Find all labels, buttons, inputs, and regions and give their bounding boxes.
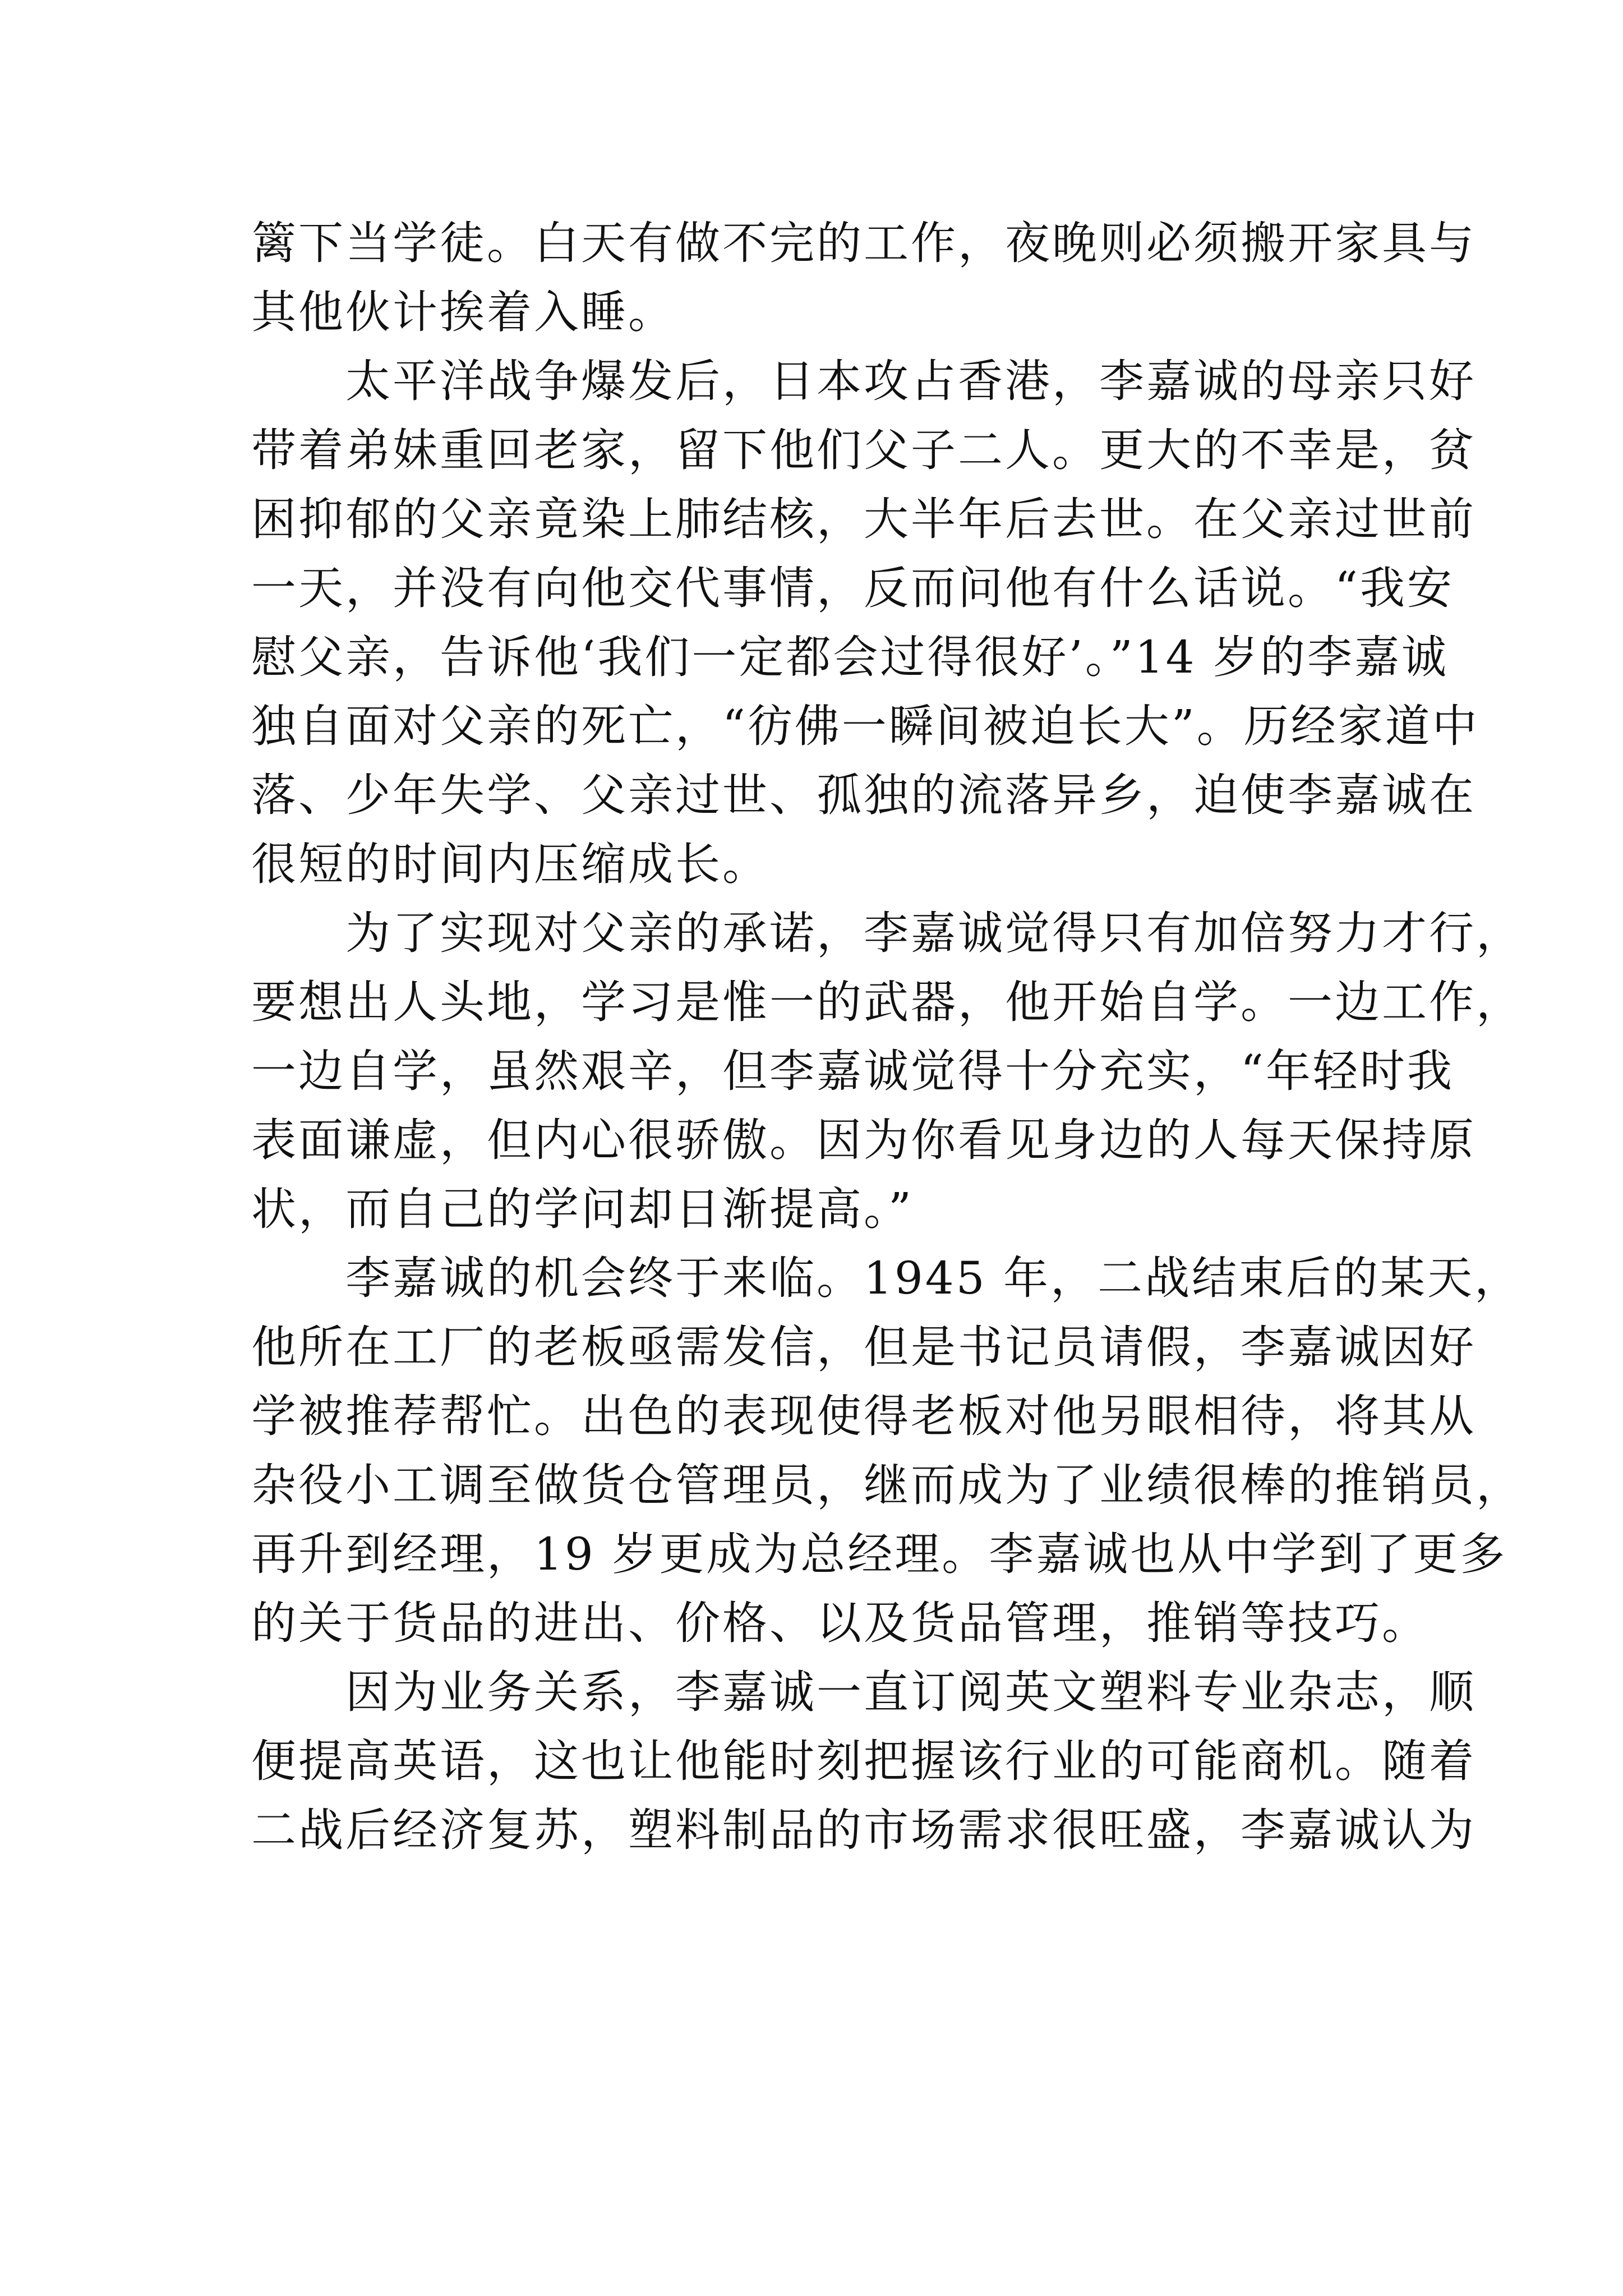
text-line: 独自面对父亲的死亡，“彷佛一瞬间被迫长大”。历经家道中 (251, 700, 1479, 752)
text-line: 的关于货品的进出、价格、以及货品管理，推销等技巧。 (251, 1597, 1429, 1649)
text-line: 学被推荐帮忙。出色的表现使得老板对他另眼相待，将其从 (251, 1390, 1476, 1442)
text-line: 慰父亲，告诉他‘我们一定都会过得很好’。”14 岁的李嘉诚 (251, 631, 1449, 683)
text-line: 一边自学，虽然艰辛，但李嘉诚觉得十分充实，“年轻时我 (251, 1045, 1454, 1097)
text-line: 篱下当学徒。白天有做不完的工作，夜晚则必须搬开家具与 (251, 217, 1476, 269)
text-line: 他所在工厂的老板亟需发信，但是书记员请假，李嘉诚因好 (251, 1321, 1476, 1373)
text-line: 要想出人头地，学习是惟一的武器，他开始自学。一边工作， (251, 976, 1523, 1028)
text-line: 一天，并没有向他交代事情，反而问他有什么话说。“我安 (251, 562, 1454, 614)
text-line: 二战后经济复苏，塑料制品的市场需求很旺盛，李嘉诚认为 (251, 1804, 1476, 1856)
paragraph-start-line: 因为业务关系，李嘉诚一直订阅英文塑料专业杂志，顺 (345, 1666, 1476, 1718)
paragraph-start-line: 为了实现对父亲的承诺，李嘉诚觉得只有加倍努力才行， (345, 907, 1523, 959)
text-line: 杂役小工调至做货仓管理员，继而成为了业绩很棒的推销员， (251, 1459, 1523, 1511)
text-line: 其他伙计挨着入睡。 (251, 286, 675, 338)
text-line: 带着弟妹重回老家，留下他们父子二人。更大的不幸是，贫 (251, 424, 1476, 476)
paragraph-start-line: 太平洋战争爆发后，日本攻占香港，李嘉诚的母亲只好 (345, 355, 1476, 407)
text-line: 表面谦虚，但内心很骄傲。因为你看见身边的人每天保持原 (251, 1114, 1476, 1166)
paragraph-start-line: 李嘉诚的机会终于来临。1945 年，二战结束后的某天， (345, 1252, 1522, 1304)
text-line: 困抑郁的父亲竟染上肺结核，大半年后去世。在父亲过世前 (251, 493, 1476, 545)
text-line: 再升到经理，19 岁更成为总经理。李嘉诚也从中学到了更多 (251, 1528, 1507, 1580)
text-line: 很短的时间内压缩成长。 (251, 838, 769, 890)
text-line: 落、少年失学、父亲过世、孤独的流落异乡，迫使李嘉诚在 (251, 769, 1476, 821)
text-line: 状，而自己的学问却日渐提高。” (251, 1183, 914, 1235)
text-line: 便提高英语，这也让他能时刻把握该行业的可能商机。随着 (251, 1735, 1476, 1787)
article-text (251, 209, 1523, 1865)
